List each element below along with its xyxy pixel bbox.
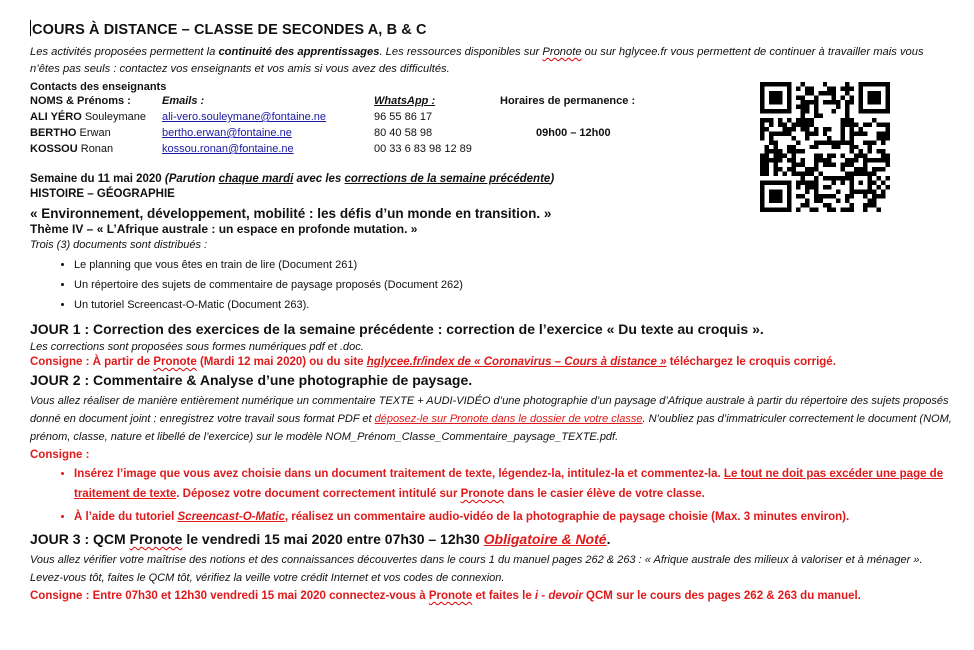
text-cursor (30, 20, 31, 36)
documents-intro: Trois (3) documents sont distribués : (30, 239, 208, 251)
email-link[interactable]: kossou.ronan@fontaine.ne (162, 143, 294, 155)
email-link[interactable]: bertho.erwan@fontaine.ne (162, 127, 292, 139)
jour2-steps (30, 464, 955, 527)
week-line: Semaine du 11 mai 2020 (Parution chaque mardi avec les corrections de la semaine précédente) (30, 173, 555, 185)
jour1-note: Les corrections sont proposées sous formes numériques pdf et .doc. (30, 341, 364, 353)
page-title: COURS À DISTANCE – CLASSE DE SECONDES A, B & C (32, 22, 427, 38)
list-item: • Le planning que vous êtes en train de lire (Document 261) (74, 255, 955, 275)
subject-heading: HISTOIRE – GÉOGRAPHIE (30, 188, 175, 200)
intro-paragraph: Les activités proposées permettent la continuité des apprentissages. Les ressources disponibles sur Pronote ou sur hglycee.fr vous permettent de continuer à travailler mais vous n’êtes pas seuls : contactez vos enseignants et vos amis si vous avez des difficultés. (30, 46, 924, 75)
document-page (30, 20, 955, 602)
list-item: • Un répertoire des sujets de commentaire de paysage proposés (Document 262) (74, 275, 955, 295)
theme-title: « Environnement, développement, mobilité : les défis d’un monde en transition. » (30, 206, 552, 221)
hours-value: 09h00 – 12h00 (536, 127, 611, 139)
jour3-paragraph: Vous allez vérifier votre maîtrise des notions et des connaissances découvertes dans le cours 1 du manuel pages 262 & 263 : « Afrique australe des milieux à valoriser et à ménager ». Levez-vous tôt, faites le QCM tôt, vérifiez la veille votre crédit Internet et vos codes de connexion. (30, 554, 923, 584)
jour2-title: JOUR 2 : Commentaire & Analyse d’une photographie de paysage. (30, 372, 473, 388)
jour3-title: JOUR 3 : QCM Pronote le vendredi 15 mai 2020 entre 07h30 – 12h30 Obligatoire & Noté. (30, 531, 611, 547)
whatsapp-number: 80 40 58 98 (374, 127, 433, 139)
whatsapp-number: 00 33 6 83 98 12 89 (374, 143, 472, 155)
header-name: NOMS & Prénoms : (30, 95, 131, 107)
jour3-consigne: Consigne : Entre 07h30 et 12h30 vendredi 15 mai 2020 connectez-vous à Pronote et faites le i - devoir QCM sur le cours des pages 262 & 263 du manuel. (30, 590, 861, 602)
email-link[interactable]: ali-vero.souleymane@fontaine.ne (162, 111, 327, 123)
header-email: Emails : (162, 95, 205, 107)
contacts-table (30, 95, 670, 159)
jour2-consigne-label: Consigne : (30, 449, 90, 461)
pronote-word: Pronote (542, 46, 582, 58)
contacts-heading: Contacts des enseignants (30, 81, 167, 93)
documents-list (30, 255, 955, 315)
list-item: • Un tutoriel Screencast-O-Matic (Document 263). (74, 295, 955, 315)
qr-code (760, 82, 890, 212)
jour2-paragraph: Vous allez réaliser de manière entièrement numérique un commentaire TEXTE + AUDI-VIDÉO d’une photographie d’un paysage d’Afrique australe à partir du répertoire des sujets proposés donné en document joint : enregistrez votre travail sous format PDF et déposez-le sur Pronote dans le dossier de votre classe. N’oubliez pas d’immatriculer correctement le document (NOM, prénom, classe, nature et libellé de l’exercice) sur le modèle NOM_Prénom_Classe_Commentaire_paysage_TEXTE.pdf. (30, 395, 952, 443)
contact-row: ALI YÉRO Souleymane ali-vero.souleymane@fontaine.ne 96 55 86 17 (30, 111, 670, 127)
list-item: • Insérez l’image que vous avez choisie dans un document traitement de texte, légendez-la, intitulez-la et commentez-la. Le tout ne doit pas excéder une page de traitement de texte. Déposez votre document correctement intitulé sur Pronote dans le casier élève de votre classe. (74, 464, 955, 504)
jour1-consigne: Consigne : À partir de Pronote (Mardi 12 mai 2020) ou du site hglycee.fr/index de « Coronavirus – Cours à distance » téléchargez le croquis corrigé. (30, 356, 836, 368)
header-whatsapp: WhatsApp : (374, 95, 436, 107)
header-hours: Horaires de permanence : (500, 95, 636, 107)
list-item: • À l’aide du tutoriel Screencast-O-Matic, réalisez un commentaire audio-vidéo de la photographie de paysage choisie (Max. 3 minutes environ). (74, 507, 955, 527)
whatsapp-number: 96 55 86 17 (374, 111, 433, 123)
contact-row: BERTHO Erwan bertho.erwan@fontaine.ne 80 40 58 98 09h00 – 12h00 (30, 127, 670, 143)
hglycee-link[interactable]: hglycee.fr/index de « Coronavirus – Cours à distance » (366, 356, 667, 368)
mandatory-label: Obligatoire & Noté (483, 531, 607, 547)
jour1-title: JOUR 1 : Correction des exercices de la semaine précédente : correction de l’exercice « Du texte au croquis ». (30, 321, 764, 337)
intro-bold: continuité des apprentissages (218, 46, 380, 58)
contacts-header-row (30, 95, 670, 111)
theme-subtitle: Thème IV – « L’Afrique australe : un espace en profonde mutation. » (30, 222, 418, 236)
contact-row: KOSSOU Ronan kossou.ronan@fontaine.ne 00 33 6 83 98 12 89 (30, 143, 670, 159)
